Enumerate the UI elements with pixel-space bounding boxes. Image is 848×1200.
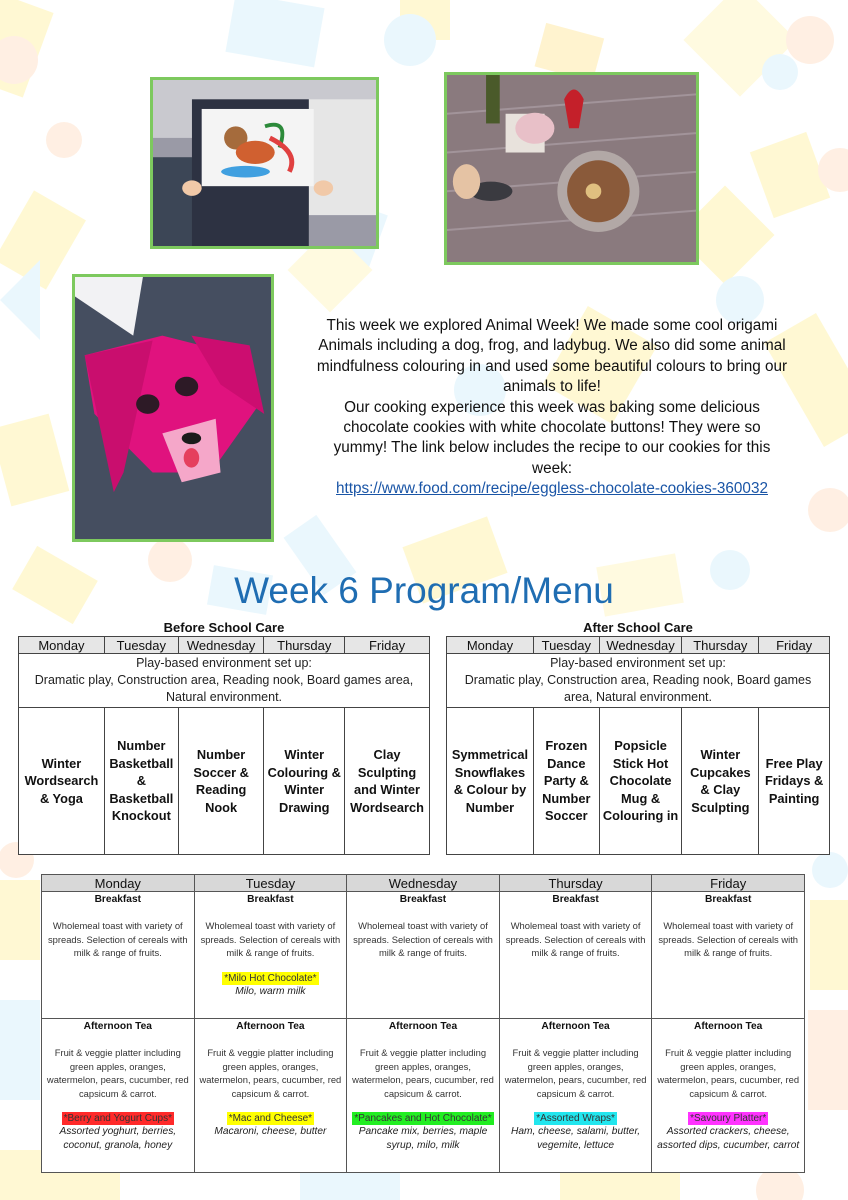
breakfast-special-name: *Milo Hot Chocolate* <box>224 972 317 984</box>
bsc-activity: Winter Wordsearch & Yoga <box>19 708 105 855</box>
asc-activity: Winter Cupcakes & Clay Sculpting <box>682 708 759 855</box>
weekly-menu-table <box>41 874 805 1173</box>
breakfast-cell <box>652 892 805 1019</box>
afternoon-special-name: *Pancakes and Hot Chocolate* <box>354 1113 492 1125</box>
afternoon-tea-description: Fruit & veggie platter including green apples, oranges, watermelon, pears, cucumber, red capsicum & carrot. <box>199 1047 342 1099</box>
afternoon-tea-label: Afternoon Tea <box>83 1021 152 1032</box>
afternoon-tea-cell <box>194 1019 347 1173</box>
bsc-day-header: Friday <box>345 637 430 654</box>
breakfast-description: Wholemeal toast with variety of spreads. Selection of cereals with milk & range of fruits. <box>505 920 646 959</box>
breakfast-cell <box>194 892 347 1019</box>
week-title: Week 6 Program/Menu <box>234 570 614 611</box>
intro-paragraph-animal-week: This week we explored Animal Week! We made some cool origami Animals including a dog, frog, and ladybug. We also did some animal mindfulness colouring in and used some beautiful colours to bring our animals to life! <box>316 317 788 396</box>
breakfast-label: Breakfast <box>94 894 142 905</box>
bsc-activity: Number Soccer & Reading Nook <box>178 708 264 855</box>
before-school-care-title: Before School Care <box>163 620 285 635</box>
bsc-day-header: Thursday <box>264 637 345 654</box>
asc-environment-cell <box>447 654 830 708</box>
bsc-activity: Clay Sculpting and Winter Wordsearch <box>345 708 430 855</box>
afternoon-tea-label: Afternoon Tea <box>236 1021 305 1032</box>
bsc-environment-heading: Play-based environment set up: <box>136 656 312 670</box>
asc-environment-heading: Play-based environment set up: <box>550 656 726 670</box>
asc-day-header: Thursday <box>682 637 759 654</box>
menu-day-header: Monday <box>42 875 195 892</box>
afternoon-special-items: Assorted crackers, cheese, assorted dips, cucumber, carrot <box>657 1126 800 1152</box>
asc-activity: Free Play Fridays & Painting <box>759 708 830 855</box>
breakfast-cell <box>499 892 652 1019</box>
afternoon-tea-cell <box>499 1019 652 1173</box>
intro-paragraph-cooking: Our cooking experience this week was baking some delicious chocolate cookies with white chocolate buttons! They were so yummy! The link below includes the recipe to our cookies for this week: <box>333 398 771 477</box>
afternoon-tea-cell <box>347 1019 500 1173</box>
afternoon-special-items: Ham, cheese, salami, butter, vegemite, lettuce <box>511 1126 641 1152</box>
afternoon-special-name: *Assorted Wraps* <box>536 1113 615 1125</box>
afternoon-tea-cell <box>42 1019 195 1173</box>
afternoon-tea-label: Afternoon Tea <box>388 1021 458 1032</box>
afternoon-tea-description: Fruit & veggie platter including green apples, oranges, watermelon, pears, cucumber, red capsicum & carrot. <box>46 1047 189 1099</box>
afternoon-special-items: Assorted yoghurt, berries, coconut, granola, honey <box>59 1126 177 1152</box>
asc-environment-list: Dramatic play, Construction area, Reading nook, Board games area, Natural environment. <box>464 673 812 704</box>
breakfast-description: Wholemeal toast with variety of spreads. Selection of cereals with milk & range of fruits. <box>353 920 493 959</box>
after-school-care-title: After School Care <box>583 620 693 635</box>
asc-day-header: Monday <box>447 637 534 654</box>
afternoon-special-items: Macaroni, cheese, butter <box>214 1126 327 1138</box>
asc-day-header: Wednesday <box>599 637 682 654</box>
asc-day-header: Tuesday <box>533 637 599 654</box>
menu-day-header: Friday <box>652 875 805 892</box>
breakfast-cell <box>42 892 195 1019</box>
bsc-day-header: Tuesday <box>104 637 178 654</box>
bsc-activity: Number Basketball & Basketball Knockout <box>104 708 178 855</box>
afternoon-tea-cell <box>652 1019 805 1173</box>
afternoon-tea-description: Fruit & veggie platter including green apples, oranges, watermelon, pears, cucumber, red capsicum & carrot. <box>504 1047 647 1099</box>
bsc-day-header: Monday <box>19 637 105 654</box>
menu-day-header: Thursday <box>499 875 652 892</box>
photo-origami-dog <box>72 274 274 542</box>
afternoon-special-name: *Savoury Platter* <box>690 1113 767 1125</box>
breakfast-cell <box>347 892 500 1019</box>
breakfast-label: Breakfast <box>552 894 599 905</box>
afternoon-special-name: *Berry and Yogurt Cups* <box>63 1113 172 1125</box>
bsc-environment-cell <box>19 654 430 708</box>
menu-day-header: Wednesday <box>347 875 500 892</box>
asc-activity: Symmetrical Snowflakes & Colour by Number <box>447 708 534 855</box>
recipe-link[interactable]: https://www.food.com/recipe/eggless-chocolate-cookies-360032 <box>336 480 768 498</box>
intro-text-block <box>316 316 788 500</box>
afternoon-special-name: *Mac and Cheese* <box>228 1113 313 1125</box>
bsc-environment-list: Dramatic play, Construction area, Reading nook, Board games area, Natural environment. <box>34 673 414 704</box>
menu-day-header: Tuesday <box>194 875 347 892</box>
afternoon-tea-description: Fruit & veggie platter including green apples, oranges, watermelon, pears, cucumber, red capsicum & carrot. <box>657 1047 800 1099</box>
breakfast-special-items: Milo, warm milk <box>235 986 306 998</box>
afternoon-tea-label: Afternoon Tea <box>694 1021 763 1032</box>
breakfast-description: Wholemeal toast with variety of spreads. Selection of cereals with milk & range of fruits. <box>200 920 341 959</box>
asc-activity: Popsicle Stick Hot Chocolate Mug & Colouring in <box>599 708 682 855</box>
asc-activity: Frozen Dance Party & Number Soccer <box>533 708 599 855</box>
after-school-care-table <box>446 636 830 855</box>
afternoon-special-items: Pancake mix, berries, maple syrup, milo, milk <box>358 1126 488 1152</box>
photo-child-colouring <box>150 77 379 249</box>
photo-cooking-table <box>444 72 699 265</box>
bsc-activity: Winter Colouring & Winter Drawing <box>264 708 345 855</box>
breakfast-label: Breakfast <box>704 894 752 905</box>
breakfast-label: Breakfast <box>247 894 294 905</box>
asc-day-header: Friday <box>759 637 830 654</box>
afternoon-tea-description: Fruit & veggie platter including green apples, oranges, watermelon, pears, cucumber, red capsicum & carrot. <box>352 1047 494 1099</box>
breakfast-description: Wholemeal toast with variety of spreads. Selection of cereals with milk & range of fruits. <box>47 920 188 959</box>
bsc-day-header: Wednesday <box>178 637 264 654</box>
breakfast-description: Wholemeal toast with variety of spreads. Selection of cereals with milk & range of fruits. <box>658 920 799 959</box>
afternoon-tea-label: Afternoon Tea <box>541 1021 610 1032</box>
breakfast-label: Breakfast <box>399 894 447 905</box>
before-school-care-table <box>18 636 430 855</box>
